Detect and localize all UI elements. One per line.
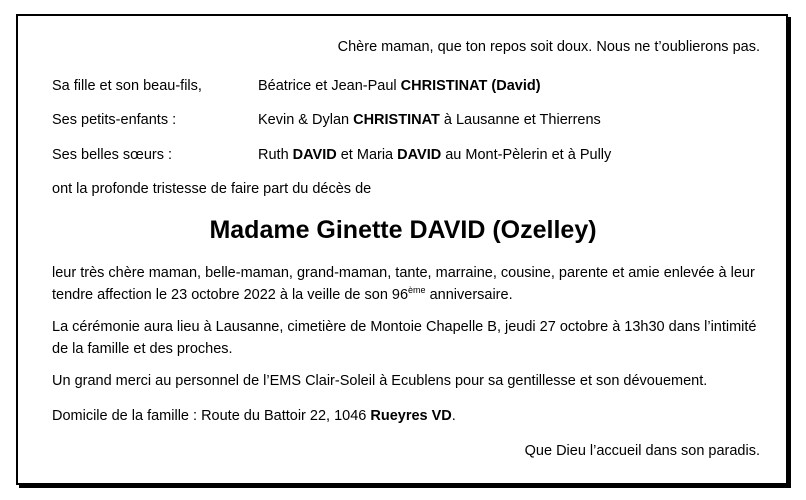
- family-value-daughter: Béatrice et Jean-Paul CHRISTINAT (David): [258, 78, 541, 94]
- deceased-name: Madame Ginette DAVID (Ozelley): [209, 216, 597, 244]
- closing-line: Que Dieu l’accueil dans son paradis.: [524, 443, 760, 459]
- paragraph-thanks: Un grand merci au personnel de l’EMS Clair-Soleil à Ecublens pour sa gentillesse et son dévouement.: [52, 373, 708, 389]
- announcement-text: ont la profonde tristesse de faire part du décès de: [52, 181, 372, 197]
- paragraph-ceremony: La cérémonie aura lieu à Lausanne, cimetière de Montoie Chapelle B, jeudi 27 octobre à 13h30 dans l’intimité de la famille et des proches.: [52, 319, 757, 357]
- header-quote: Chère maman, que ton repos soit doux. Nous ne t’oublierons pas.: [337, 39, 760, 55]
- family-label-grandchildren: Ses petits-enfants :: [52, 112, 177, 128]
- family-label-daughter: Sa fille et son beau-fils,: [52, 78, 202, 94]
- family-address: Domicile de la famille : Route du Battoir 22, 1046 Rueyres VD.: [52, 408, 456, 424]
- family-value-grandchildren: Kevin & Dylan CHRISTINAT à Lausanne et Thierrens: [258, 112, 601, 128]
- family-label-sisters-in-law: Ses belles sœurs :: [52, 147, 173, 163]
- family-value-sisters-in-law: Ruth DAVID et Maria DAVID au Mont-Pèlerin et à Pully: [258, 147, 612, 163]
- paragraph-tribute: leur très chère maman, belle-maman, grand-maman, tante, marraine, cousine, parente et amie enlevée à leur tendre affection le 23 octobre 2022 à la veille de son 96ème anniversaire.: [52, 265, 755, 303]
